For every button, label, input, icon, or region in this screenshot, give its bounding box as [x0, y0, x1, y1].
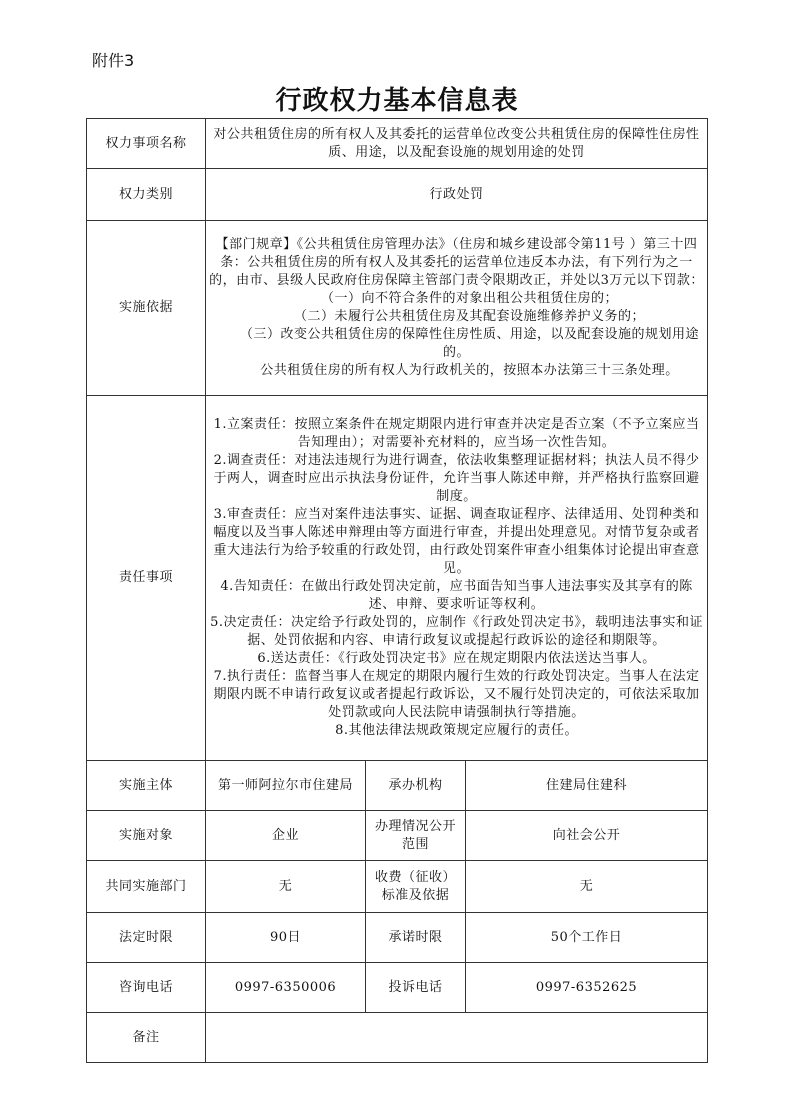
value-basis [206, 221, 708, 396]
row-basis [87, 221, 708, 396]
value-consult-phone: 0997-6350006 [206, 963, 366, 1013]
label-complaint-phone: 投诉电话 [366, 963, 466, 1013]
label-subject: 实施主体 [87, 761, 206, 811]
label-disclosure-scope: 办理情况公开范围 [366, 811, 466, 861]
responsibility-item: 6.送达责任：《行政处罚决定书》应在规定期限内依法送达当事人。 [257, 651, 656, 666]
value-fee-standard: 无 [466, 861, 708, 913]
row-joint [87, 861, 708, 913]
value-complaint-phone: 0997-6352625 [466, 963, 708, 1013]
row-category [87, 169, 708, 221]
value-responsibilities [206, 396, 708, 761]
responsibility-item: 4.告知责任：在做出行政处罚决定前，应书面告知当事人违法事实及其享有的陈述、申辩、要求听证等权利。 [220, 579, 693, 612]
basis-line: 【部门规章】《公共租赁住房管理办法》（住房和城乡建设部令第11号 ）第三十四条：公共租赁住房的所有权人及其委托的运营单位违反本办法，有下列行为之一的，由市、县级人民政府住房保障主管部门责令限期改正，并处以3万元以下罚款： [209, 237, 704, 288]
row-remarks [87, 1013, 708, 1063]
label-legal-time-limit: 法定时限 [87, 913, 206, 963]
value-power-name: 对公共租赁住房的所有权人及其委托的运营单位改变公共租赁住房的保障性住房性质、用途，以及配套设施的规划用途的处罚 [206, 119, 708, 169]
label-consult-phone: 咨询电话 [87, 963, 206, 1013]
value-category: 行政处罚 [206, 169, 708, 221]
info-table [86, 118, 708, 1063]
row-time-limit [87, 913, 708, 963]
row-phone [87, 963, 708, 1013]
label-power-name: 权力事项名称 [87, 119, 206, 169]
value-subject: 第一师阿拉尔市住建局 [206, 761, 366, 811]
responsibility-item: 8.其他法律法规政策规定应履行的责任。 [335, 723, 578, 738]
value-joint-dept: 无 [206, 861, 366, 913]
responsibility-item: 5.决定责任：决定给予行政处罚的，应制作《行政处罚决定书》，载明违法事实和证据、处罚依据和内容、申请行政复议或提起行政诉讼的途径和期限等。 [210, 615, 703, 648]
attachment-label: 附件3 [92, 51, 135, 70]
value-handling-agency: 住建局住建科 [466, 761, 708, 811]
value-disclosure-scope: 向社会公开 [466, 811, 708, 861]
basis-line: （二）未履行公共租赁住房及其配套设施维修养护义务的； [294, 309, 646, 324]
label-basis: 实施依据 [87, 221, 206, 396]
basis-line: （一）向不符合条件的对象出租公共租赁住房的； [321, 291, 619, 306]
label-joint-dept: 共同实施部门 [87, 861, 206, 913]
row-power-name [87, 119, 708, 169]
label-responsibilities: 责任事项 [87, 396, 206, 761]
label-promised-time-limit: 承诺时限 [366, 913, 466, 963]
responsibility-item: 2.调查责任：对违法违规行为进行调查，依法收集整理证据材料；执法人员不得少于两人，调查时应出示执法身份证件，允许当事人陈述申辩，并严格执行监察回避制度。 [213, 453, 700, 504]
value-legal-time-limit: 90日 [206, 913, 366, 963]
row-subject [87, 761, 708, 811]
label-remarks: 备注 [87, 1013, 206, 1063]
row-responsibilities [87, 396, 708, 761]
basis-line: （三）改变公共租赁住房的保障性住房性质、用途，以及配套设施的规划用途的。 [240, 327, 700, 360]
label-handling-agency: 承办机构 [366, 761, 466, 811]
label-target: 实施对象 [87, 811, 206, 861]
value-promised-time-limit: 50个工作日 [466, 913, 708, 963]
responsibility-item: 7.执行责任：监督当事人在规定的期限内履行生效的行政处罚决定。当事人在法定期限内既不申请行政复议或者提起行政诉讼，又不履行处罚决定的，可依法采取加处罚款或向人民法院申请强制执行等措施。 [213, 669, 700, 720]
responsibility-item: 3.审查责任：应当对案件违法事实、证据、调查取证程序、法律适用、处罚种类和幅度以及当事人陈述申辩理由等方面进行审查，并提出处理意见。对情节复杂或者重大违法行为给予较重的行政处罚，由行政处罚案件审查小组集体讨论提出审查意见。 [213, 507, 700, 576]
row-target [87, 811, 708, 861]
value-target: 企业 [206, 811, 366, 861]
responsibility-item: 1.立案责任：按照立案条件在规定期限内进行审查并决定是否立案（不予立案应当告知理由）；对需要补充材料的，应当场一次性告知。 [213, 417, 700, 450]
value-remarks [206, 1013, 708, 1063]
label-fee-standard: 收费（征收）标准及依据 [366, 861, 466, 913]
page-title: 行政权力基本信息表 [275, 86, 519, 116]
label-category: 权力类别 [87, 169, 206, 221]
basis-line: 公共租赁住房的所有权人为行政机关的，按照本办法第三十三条处理。 [260, 363, 679, 378]
